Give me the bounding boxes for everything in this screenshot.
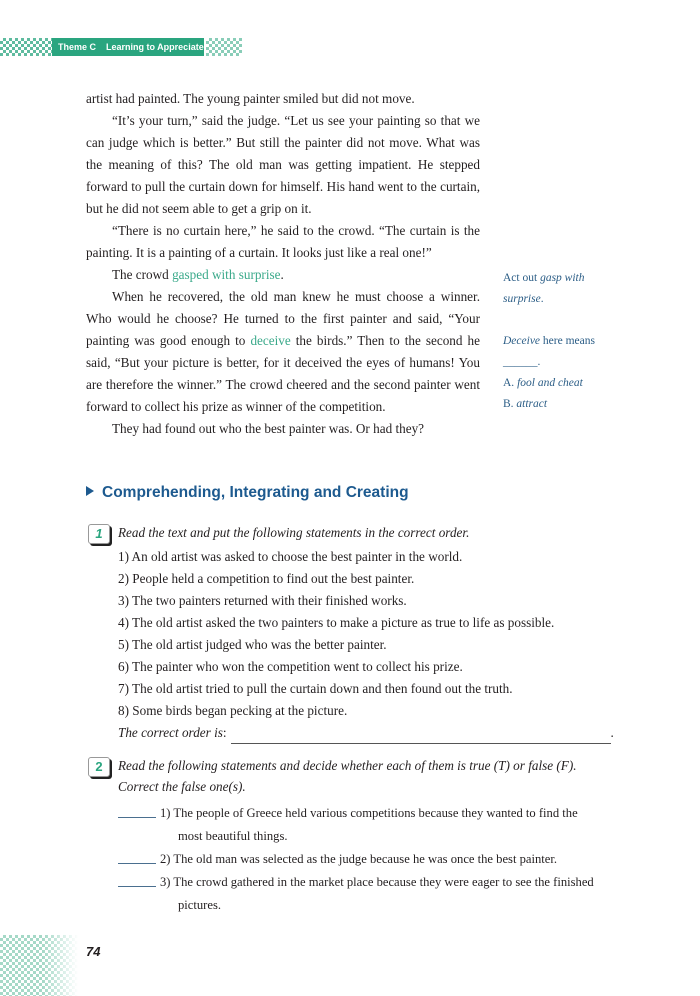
note-text: .	[540, 293, 544, 305]
checker-decoration	[206, 38, 242, 56]
true-false-item	[118, 848, 623, 871]
side-note-deceive	[503, 331, 613, 415]
theme-header	[0, 38, 260, 56]
exercise2-statements	[118, 802, 623, 917]
page-number: 74	[86, 944, 101, 959]
note-text: Act out	[503, 272, 541, 284]
note-option-b: B. attract	[503, 398, 548, 410]
statement-item: 6) The painter who won the competition went to collect his prize.	[118, 659, 463, 674]
paragraph: artist had painted. The young painter smiled but did not move.	[86, 91, 415, 106]
correct-order-blank[interactable]	[231, 729, 611, 744]
paragraph: They had found out who the best painter was. Or had they?	[112, 421, 425, 436]
statement-text: 1) The people of Greece held various competitions because they wanted to find the	[160, 806, 578, 820]
text-run: .	[280, 267, 284, 282]
note-italic: Deceive	[503, 335, 541, 347]
theme-banner	[52, 38, 204, 56]
correct-order-label: The correct order is	[118, 725, 223, 740]
statement-item: 8) Some birds began pecking at the picture.	[118, 703, 348, 718]
reading-passage	[86, 88, 480, 440]
section-title: Comprehending, Integrating and Creating	[102, 484, 409, 501]
statement-item: 7) The old artist tried to pull the curtain down and then found out the truth.	[118, 681, 513, 696]
note-option-a: A. fool and cheat	[503, 377, 583, 389]
exercise1-statements	[118, 546, 623, 744]
text-run: the birds.” Then to the second he said, “But your picture is better, for it deceived the eyes of humans! You are therefore the winner.” The crowd cheered and the second painter went forward to collect his prize as winner of the competition.	[86, 333, 480, 414]
true-false-item	[118, 871, 623, 917]
statement-item: 4) The old artist asked the two painters to make a picture as true to life as possible.	[118, 615, 555, 630]
statement-text: 3) The crowd gathered in the market place because they were eager to see the finished	[160, 875, 594, 889]
checker-decoration	[0, 935, 78, 996]
paragraph	[86, 264, 480, 286]
true-false-item	[118, 802, 623, 848]
text-run: When he recovered, the old man knew he must choose a winner. Who would he choose? He turned to the first painter and said, “Your painting was good enough to	[86, 289, 480, 348]
triangle-bullet-icon	[86, 486, 94, 496]
text-run: The crowd	[112, 267, 173, 282]
glossary-highlight-gasped: gasped with surprise	[172, 267, 281, 282]
statement-continuation: pictures.	[178, 898, 222, 912]
theme-label: Theme C	[58, 42, 97, 52]
note-italic: gasp with surprise	[503, 272, 585, 305]
exercise1-instruction: Read the text and put the following statements in the correct order.	[118, 525, 470, 540]
checker-decoration	[0, 38, 52, 56]
paragraph: “There is no curtain here,” he said to the crowd. “The curtain is the painting. It is a painting of a curtain. It looks just like a real one!”	[86, 223, 480, 260]
answer-blank[interactable]	[118, 848, 156, 864]
statement-text: 2) The old man was selected as the judge because he was once the best painter.	[160, 852, 558, 866]
theme-title: Learning to Appreciate	[106, 42, 204, 52]
note-text: here means	[540, 335, 595, 347]
correct-order-line: The correct order is : .	[118, 722, 623, 744]
exercise-number-badge: 1	[88, 524, 110, 544]
statement-item: 5) The old artist judged who was the better painter.	[118, 637, 387, 652]
answer-blank[interactable]	[118, 802, 156, 818]
statement-continuation: most beautiful things.	[178, 829, 288, 843]
statement-item: 3) The two painters returned with their finished works.	[118, 593, 407, 608]
side-note-gasp	[503, 268, 613, 310]
answer-blank[interactable]	[118, 871, 156, 887]
exercise2-instruction: Read the following statements and decide whether each of them is true (T) or false (F). Correct the false one(s).	[118, 758, 577, 794]
statement-item: 2) People held a competition to find out the best painter.	[118, 571, 415, 586]
section-heading	[86, 484, 409, 502]
paragraph	[86, 286, 480, 418]
paragraph: “It’s your turn,” said the judge. “Let us see your painting so that we can judge which is better.” But still the painter did not move. What was the meaning of this? The old man was getting impatient. He stepped forward to pull the curtain down for himself. His hand went to the curtain, but he did not seem able to get a grip on it.	[86, 113, 480, 216]
glossary-highlight-deceive: deceive	[250, 333, 291, 348]
exercise-number-badge: 2	[88, 757, 110, 777]
statement-item: 1) An old artist was asked to choose the best painter in the world.	[118, 549, 463, 564]
note-blank: ______.	[503, 356, 541, 368]
